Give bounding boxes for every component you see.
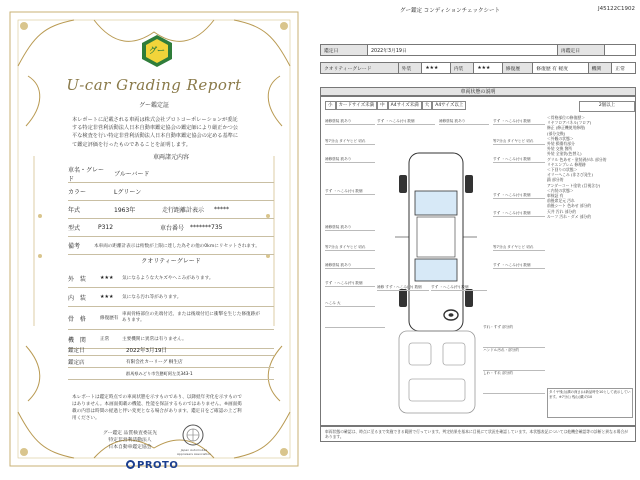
- note-line: 外装 交換 箇所: [547, 146, 573, 152]
- jaaa-emblem-icon: [182, 424, 204, 446]
- footer-line: 日本自動車鑑定協会: [108, 445, 152, 450]
- notes-area: [325, 327, 385, 418]
- sheet-id: J45122C1902: [598, 6, 635, 12]
- note-line: オリーへこみ (非さび発生): [547, 172, 593, 178]
- quality-label: 機 関: [68, 336, 88, 344]
- damage-callout: すず ・へこみ(中) 数個: [325, 281, 375, 287]
- vehicle-condition-diagram: [320, 96, 636, 426]
- damage-callout: すず ・へこみ(小) 数個: [493, 211, 545, 217]
- header-cell: 正常: [612, 63, 636, 74]
- damage-callout: すず ・へこみ(小) 数個: [325, 189, 375, 195]
- footer-line: 特定非営利活動法人: [108, 438, 152, 443]
- spec-note: 本車両の距離計表示は桁数が上限に達した為その他の0kmにリセットされます。: [94, 243, 260, 249]
- header-cell: ★★★: [422, 63, 450, 74]
- spec-label: 年式: [68, 207, 81, 214]
- header-row: [321, 63, 636, 74]
- header-cell: [604, 45, 635, 56]
- interior-callout: しわ・すれ 部分的: [483, 371, 545, 394]
- quality-grade-section: [68, 256, 274, 349]
- header-cell: 修復歴 有 軽度: [533, 63, 588, 74]
- damage-callout: 補修 すず・へこみ(小) 数個: [377, 285, 429, 291]
- condition-check-sheet: [320, 6, 636, 476]
- quality-desc: 気になるような大キズやへこみがあります。: [122, 276, 214, 281]
- damage-callout: 補修塗装 波あり: [325, 225, 375, 231]
- spec-value: ブルーバード: [114, 171, 150, 178]
- note-line: 天井 汚れ 部分的: [547, 208, 576, 214]
- proto-logo: [126, 460, 206, 471]
- certificate-intro: 本レポートに記載される車両は株式会社プロトコーポレーションが委託する特定非営利活動法人日本自動車鑑定協会の鑑定師により厳正かつ公平な検査を行い特定非営利活動法人日本自動車鑑定協会の定める基準にて鑑定評価を行ったものであることを証明します。: [72, 117, 239, 148]
- damage-callout: 等7分山 タイヤヒビ 切れ: [325, 139, 375, 145]
- header-cell: 2022年3月19日: [368, 45, 558, 56]
- sheet-header-table-1: [320, 44, 636, 56]
- spec-value: P312: [98, 224, 114, 231]
- appraisal-value: 有限会社カーリーグ 桐生店: [126, 359, 183, 365]
- sheet-header-table-2: [320, 62, 636, 74]
- note-line: リヤエンブレム 修理跡: [547, 161, 586, 167]
- damage-callout: すず ・へこみ(中) 数個: [431, 285, 487, 291]
- diagram-heading: 車両状態の説明: [320, 87, 636, 96]
- size-legend-item: A4サイズ未満: [388, 101, 422, 110]
- note-line: 外装 損傷有部分: [547, 141, 575, 147]
- tire-explanation: タイヤ残山(溝の深さ)は新品時を10として表示しています。※7分山 残山(溝)7/10: [547, 388, 633, 418]
- car-top-view-icon: [391, 147, 481, 337]
- disclaimer: 本レポートは鑑定時点での車両状態を示すものであり、以降経年劣化を示すものではありません。本画面掲載の機能、性能を保証するものではありません。※画面掲載の内容は時間の経過と伴い変更となる場合があります。鑑定日をご確認の上ご利用ください。: [72, 395, 242, 421]
- note-line: 前後シート 色あせ 部分的: [547, 203, 592, 209]
- spec-row-remarks: [68, 237, 274, 255]
- logo-text: グー: [149, 46, 165, 55]
- damage-callout: 等7分山 タイヤヒビ 切れ: [325, 245, 375, 251]
- damage-callout: すず ・へこみ(小) 数個: [493, 193, 545, 199]
- spec-value: 1963年: [114, 207, 136, 214]
- interior-callouts: [483, 325, 545, 394]
- note-line: グリル 色あせ・塗装剥がれ 部分的: [547, 156, 607, 162]
- star-rating: ★★★: [100, 294, 114, 300]
- quality-row-frame: [68, 307, 274, 330]
- appraisal-date-row: [68, 344, 274, 356]
- vehicle-specs-heading: 車両諸元内容: [152, 154, 189, 161]
- interior-callout: ハンドル汚れ・部分的: [483, 348, 545, 371]
- proto-mark-icon: [126, 460, 135, 469]
- spec-label: 車名・グレード: [68, 166, 105, 183]
- header-cell: 内装: [450, 63, 474, 74]
- interior-callout: すれ・すず 部分的: [483, 325, 545, 348]
- spec-value: Lグリーン: [114, 189, 142, 196]
- quality-label: 骨 格: [68, 315, 88, 323]
- spec-row-year: [68, 201, 274, 219]
- header-cell: クオリティーグレード: [321, 63, 399, 74]
- spec-label: カラー: [68, 189, 87, 196]
- damage-callout: 補修塗装 波あり: [325, 263, 375, 269]
- spec-label: 走行距離計表示: [162, 207, 205, 214]
- quality-row-exterior: [68, 269, 274, 288]
- size-legend-item: 大: [422, 101, 433, 110]
- quality-label: 内 装: [68, 294, 88, 302]
- spec-value: *******735: [190, 224, 223, 231]
- appraisal-address-row: [68, 368, 274, 380]
- star-rating: ★★★: [100, 275, 114, 281]
- appraisal-section: [68, 344, 274, 380]
- damage-callout: 補修塗装 波あり: [439, 119, 489, 125]
- car-interior-icon: [393, 327, 481, 417]
- vehicle-specs-section: [68, 152, 274, 255]
- quality-value: 修復歴有: [100, 316, 119, 321]
- note-line: ＜下回りの状態＞: [547, 167, 578, 173]
- damage-callout: すず ・へこみ(小) 数個: [493, 263, 545, 269]
- note-line: 車検証 有: [547, 193, 564, 199]
- spec-row-name: [68, 165, 274, 183]
- size-legend-item: 中: [377, 101, 388, 110]
- parts-count: 2個以上: [579, 101, 635, 112]
- certificate-subtitle: グー鑑定証: [138, 102, 169, 109]
- damage-callout: 等7分山 タイヤヒビ 切れ: [493, 139, 545, 145]
- header-cell: 再鑑定日: [557, 45, 604, 56]
- damage-callout: すず ・へこみ(小) 数個: [377, 119, 435, 125]
- spec-row-model: [68, 219, 274, 237]
- footer-organization: [90, 430, 170, 451]
- quality-desc: 車両骨格部位の先端付近、または後端付近に衝撃を生じた修復跡があります。: [122, 312, 260, 323]
- spec-label: 備考: [68, 243, 81, 250]
- sheet-title: グー鑑定 コンディションチェックシート: [399, 8, 501, 14]
- header-row: [321, 45, 636, 56]
- proto-text: PROTO: [137, 460, 179, 471]
- spec-value: *****: [214, 206, 230, 213]
- damage-callout: へこみ 大: [325, 301, 375, 307]
- quality-value: 正常: [100, 337, 110, 342]
- condition-notes: [547, 115, 633, 219]
- quality-desc: 主要機関に異常は有りません。: [122, 337, 187, 342]
- size-legend-item: カードサイズ未満: [336, 101, 378, 110]
- jaaa-label: Japan Automobile Appraisers Association: [176, 448, 211, 456]
- size-legend-item: A4サイズ以上: [432, 101, 466, 110]
- header-cell: 修復歴: [502, 63, 533, 74]
- appraisal-label: 鑑定店: [68, 359, 85, 366]
- damage-callout: 補修塗装 波あり: [325, 157, 375, 163]
- damage-callout: 等7分山 タイヤヒビ 切れ: [493, 245, 545, 251]
- size-legend-item: 小: [325, 101, 336, 110]
- spec-row-color: [68, 183, 274, 201]
- quality-label: 外 装: [68, 275, 88, 283]
- quality-desc: 気になる汚れ等があります。: [122, 295, 182, 300]
- goo-logo: [140, 34, 174, 68]
- note-line: リヤフロアパネル(フロア): [547, 120, 592, 126]
- note-line: 錆 部分的: [547, 177, 564, 183]
- note-line: 前後席足元 汚れ: [547, 198, 575, 204]
- spec-label: 型式: [68, 225, 81, 232]
- note-line: アンダーコート塗装 (目視含む): [547, 182, 601, 188]
- certificate-title: U-car Grading Report: [66, 76, 242, 94]
- header-cell: 外装: [398, 63, 422, 74]
- damage-callout: 補修塗装 波あり: [325, 119, 375, 125]
- header-cell: 鑑定日: [321, 45, 368, 56]
- note-line: (部分交換): [547, 130, 566, 136]
- note-line: 外装 全塗装(色替え): [547, 151, 582, 157]
- spec-label: 車台番号: [160, 225, 185, 232]
- quality-grade-heading: クオリティーグレード: [141, 258, 201, 265]
- appraisal-label: 鑑定日: [68, 347, 85, 354]
- steering-wheel-icon: [443, 309, 459, 321]
- quality-row-interior: [68, 288, 274, 307]
- damage-callout: すず ・へこみ(小) 数個: [493, 157, 545, 163]
- note-line: ＜骨格部位の修復歴＞: [547, 115, 585, 120]
- grading-certificate: [4, 6, 304, 472]
- note-line: ＜外観の状態＞: [547, 135, 574, 141]
- damage-callout: すず ・へこみ(小) 数個: [493, 119, 545, 125]
- appraisal-value: 2022年3月19日: [126, 347, 167, 354]
- header-cell: ★★★: [474, 63, 502, 74]
- note-line: 修正 (修正機使用修理): [547, 125, 586, 131]
- note-line: ルーフ 汚れ・ダメ 部分的: [547, 213, 591, 219]
- appraisal-value: 群馬県みどり市笠懸町阿左美343-1: [126, 370, 193, 376]
- footer-line: グー鑑定 品質検査委託先: [102, 431, 158, 436]
- sheet-bottom-note: 車両状態の確認は、時点に至るまで実施できる範囲で行っています。判定結果を基本に目視にて状況を確認しています。本状態表記については他機会確認等の診断と異なる場合があります。: [320, 426, 636, 442]
- header-cell: 機関: [588, 63, 612, 74]
- damage-size-legend: [325, 101, 466, 110]
- note-line: ＜内装の状態＞: [547, 187, 574, 193]
- appraisal-shop-row: [68, 356, 274, 368]
